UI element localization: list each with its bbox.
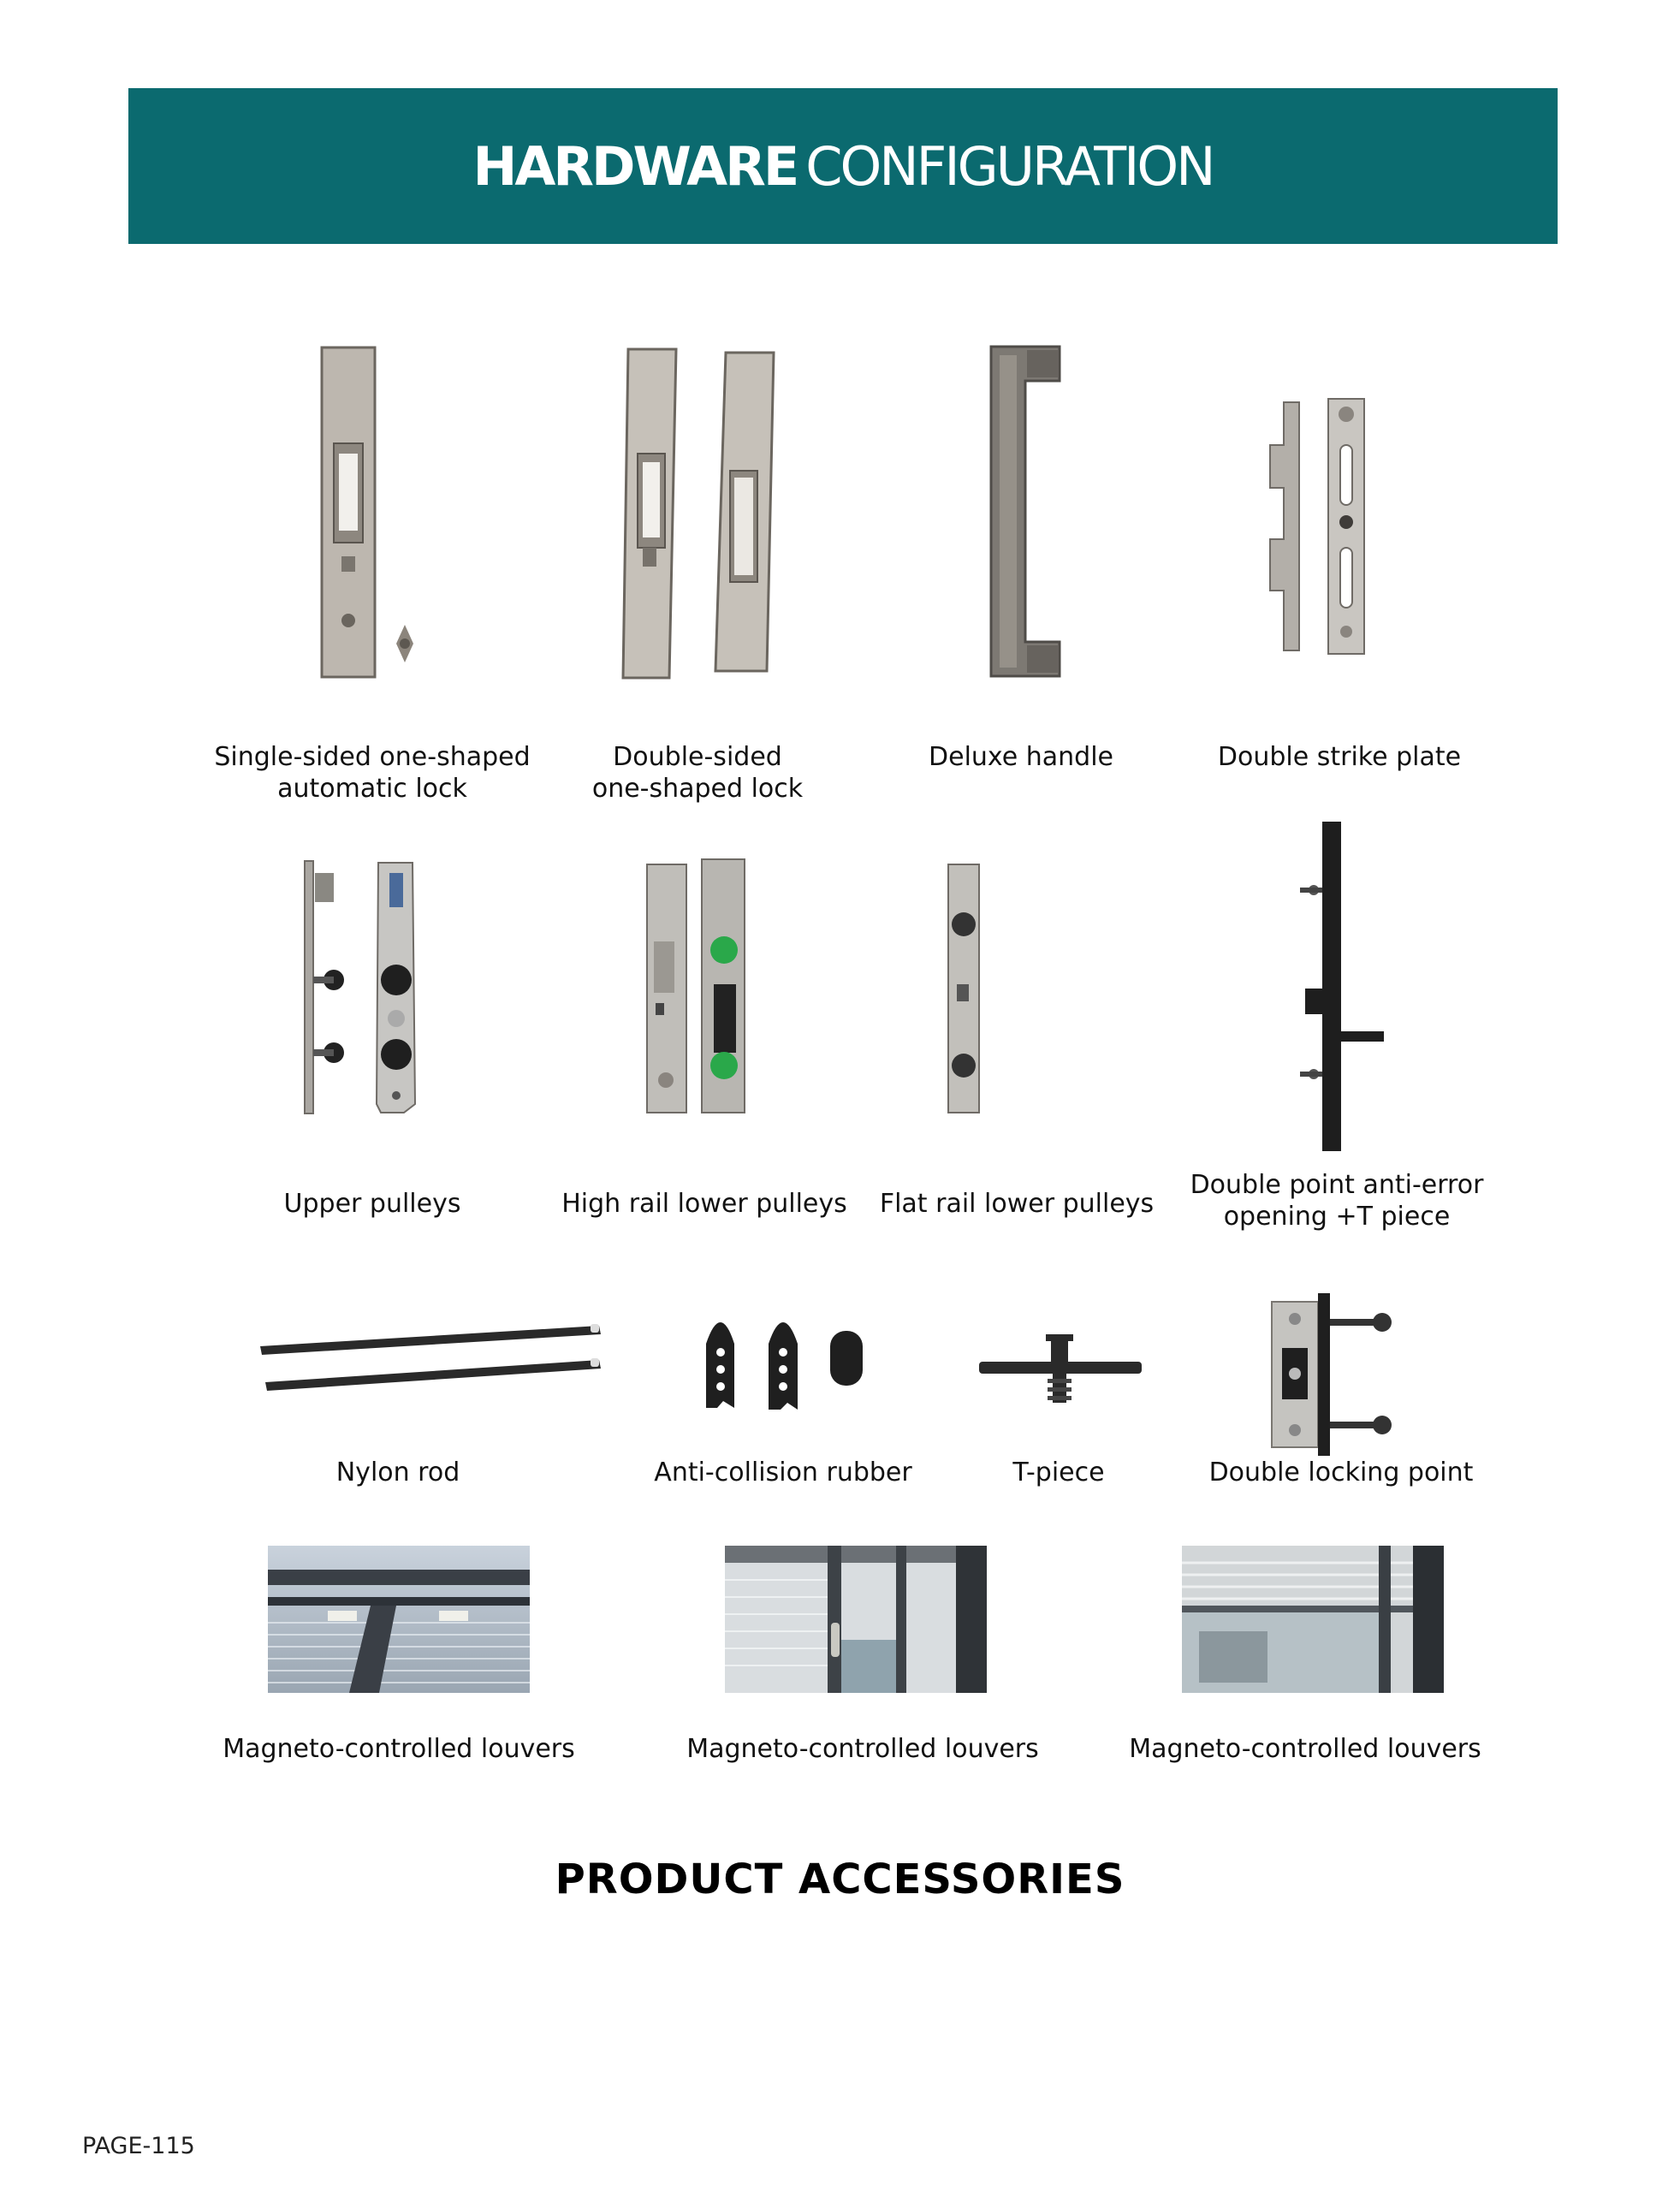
rubber-icon [702, 1305, 873, 1416]
locking-point-icon [1267, 1288, 1412, 1459]
caption-upper-pulleys [284, 1188, 461, 1220]
caption-t-piece [1012, 1457, 1104, 1488]
double-sided-lock-image [616, 342, 779, 685]
double-locking-point-image [1267, 1288, 1412, 1459]
upper-pulleys-image [300, 856, 428, 1121]
caption-high-rail-lower-pulleys [561, 1188, 847, 1220]
caption-double-sided-lock [592, 741, 803, 805]
louver-photo [1182, 1546, 1444, 1693]
louver-photo [725, 1546, 987, 1693]
lock-icon [317, 342, 428, 685]
caption-line: one-shaped lock [591, 774, 804, 804]
single-sided-lock-image [317, 342, 428, 685]
strike-plate-icon [1258, 394, 1386, 659]
page-title [472, 135, 1213, 198]
caption-line: Magneto-controlled louvers [223, 1734, 575, 1764]
caption-line: Magneto-controlled louvers [1129, 1734, 1481, 1764]
high-rail-lower-pulleys-image [642, 856, 753, 1121]
louver-photo-2 [725, 1546, 987, 1693]
double-strike-plate-image [1258, 394, 1386, 659]
caption-single-sided-lock [214, 741, 530, 805]
caption-double-strike-plate [1218, 741, 1461, 773]
nylon-rod-image [257, 1314, 608, 1399]
caption-anti-collision-rubber [654, 1457, 911, 1488]
caption-line: Upper pulleys [283, 1189, 461, 1219]
title-bold: HARDWARE [472, 134, 798, 198]
t-piece-image [976, 1331, 1147, 1408]
caption-line: Flat rail lower pulleys [879, 1189, 1155, 1219]
caption-louvers-2 [686, 1733, 1039, 1765]
double-point-anti-error-image [1288, 817, 1391, 1155]
t-piece-icon [976, 1331, 1147, 1408]
handle-icon [974, 330, 1077, 698]
anti-collision-rubber-image [702, 1305, 873, 1416]
caption-line: Nylon rod [335, 1458, 460, 1487]
pulley-icon [642, 856, 753, 1121]
lock-bar-icon [1288, 817, 1391, 1155]
caption-line: automatic lock [277, 774, 467, 804]
caption-line: Deluxe handle [929, 742, 1113, 772]
caption-deluxe-handle [929, 741, 1113, 773]
caption-flat-rail-lower-pulleys [880, 1188, 1154, 1220]
caption-line: Double point anti-error [1190, 1170, 1484, 1200]
pulley-icon [300, 856, 428, 1121]
caption-line: Single-sided one-shaped [214, 742, 531, 772]
caption-line: T-piece [1012, 1458, 1105, 1487]
louver-photo-3 [1182, 1546, 1444, 1693]
caption-line: Double strike plate [1217, 742, 1462, 772]
pulley-icon [941, 856, 993, 1121]
rod-icon [257, 1314, 608, 1399]
lock-pair-icon [616, 342, 779, 685]
page-number: PAGE-115 [82, 2133, 195, 2159]
title-light: CONFIGURATION [805, 134, 1214, 198]
louver-photo [268, 1546, 530, 1693]
caption-line: High rail lower pulleys [561, 1189, 847, 1219]
caption-double-locking-point [1209, 1457, 1474, 1488]
caption-line: Double locking point [1208, 1458, 1474, 1487]
caption-line: opening +T piece [1223, 1202, 1451, 1232]
caption-nylon-rod [336, 1457, 460, 1488]
louver-photo-1 [268, 1546, 530, 1693]
caption-louvers-3 [1129, 1733, 1481, 1765]
deluxe-handle-image [974, 330, 1077, 698]
caption-louvers-1 [223, 1733, 575, 1765]
caption-line: Anti-collision rubber [654, 1458, 912, 1487]
caption-double-point-anti-error [1190, 1169, 1484, 1232]
caption-line: Magneto-controlled louvers [686, 1734, 1039, 1764]
caption-line: Double-sided [613, 742, 782, 772]
flat-rail-lower-pulleys-image [941, 856, 993, 1121]
section-title: PRODUCT ACCESSORIES [555, 1856, 1125, 1903]
header-banner [128, 88, 1558, 244]
